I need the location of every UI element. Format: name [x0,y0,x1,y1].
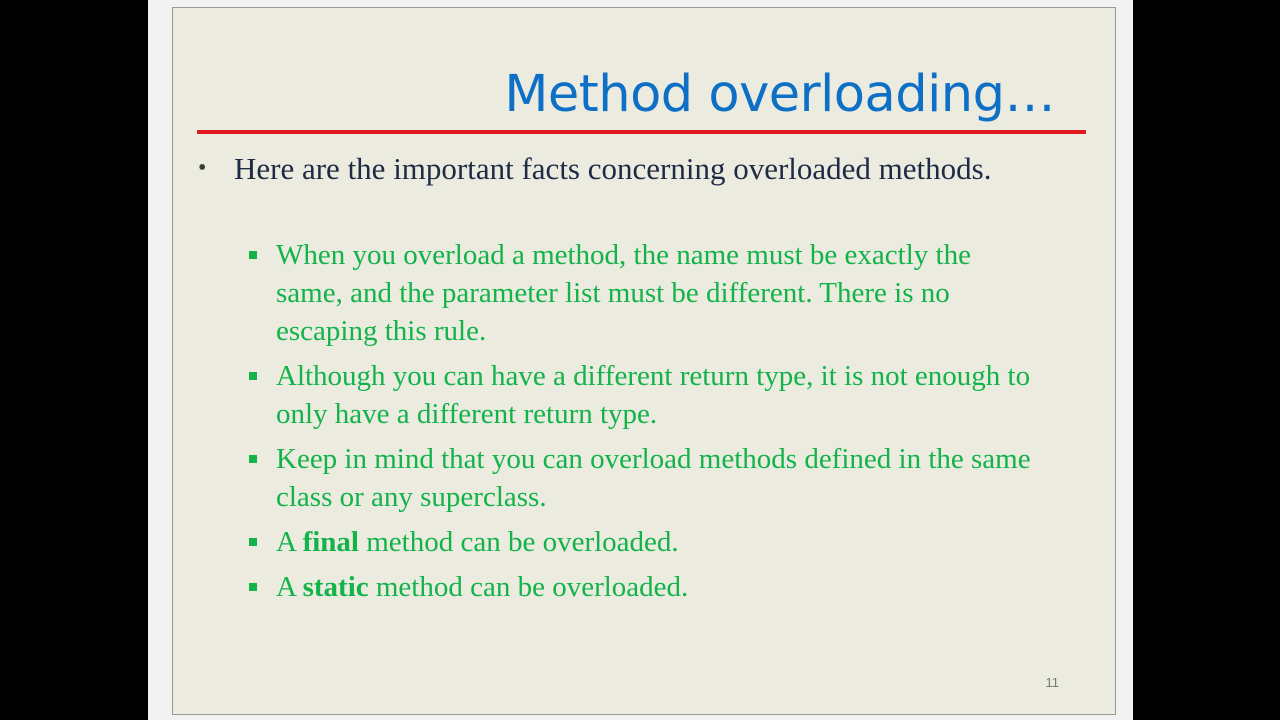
sub-bullet-suffix: method can be overloaded. [359,526,679,558]
square-bullet-icon [249,372,257,380]
slide [172,7,1116,715]
main-bullet [198,148,1078,189]
page-number: 11 [1045,675,1059,690]
square-bullet-icon [249,251,257,259]
sub-bullet-item [245,523,1045,561]
sub-bullet-item [245,236,1045,350]
keyword-static: static [302,571,369,603]
sub-bullet-item [245,440,1045,516]
sub-bullet-text: When you overload a method, the name must be exactly the same, and the parameter list must be different. There is no escaping this rule. [276,239,971,347]
sub-bullet-list [245,236,1045,613]
sub-bullet-prefix: A [276,571,303,603]
sub-bullet-item [245,357,1045,433]
square-bullet-icon [249,583,257,591]
sub-bullet-item [245,568,1045,606]
main-bullet-text: Here are the important facts concerning overloaded methods. [234,151,992,186]
title-underline [197,130,1086,134]
slide-title: Method overloading… [504,65,1055,124]
sub-bullet-prefix: A [276,526,303,558]
square-bullet-icon [249,455,257,463]
sub-bullet-text: Keep in mind that you can overload methods defined in the same class or any superclass. [276,443,1031,513]
bullet-dot-icon: • [198,155,207,181]
square-bullet-icon [249,538,257,546]
sub-bullet-suffix: method can be overloaded. [368,571,689,603]
keyword-final: final [302,526,359,558]
sub-bullet-text: Although you can have a different return type, it is not enough to only have a different return type. [276,360,1031,430]
